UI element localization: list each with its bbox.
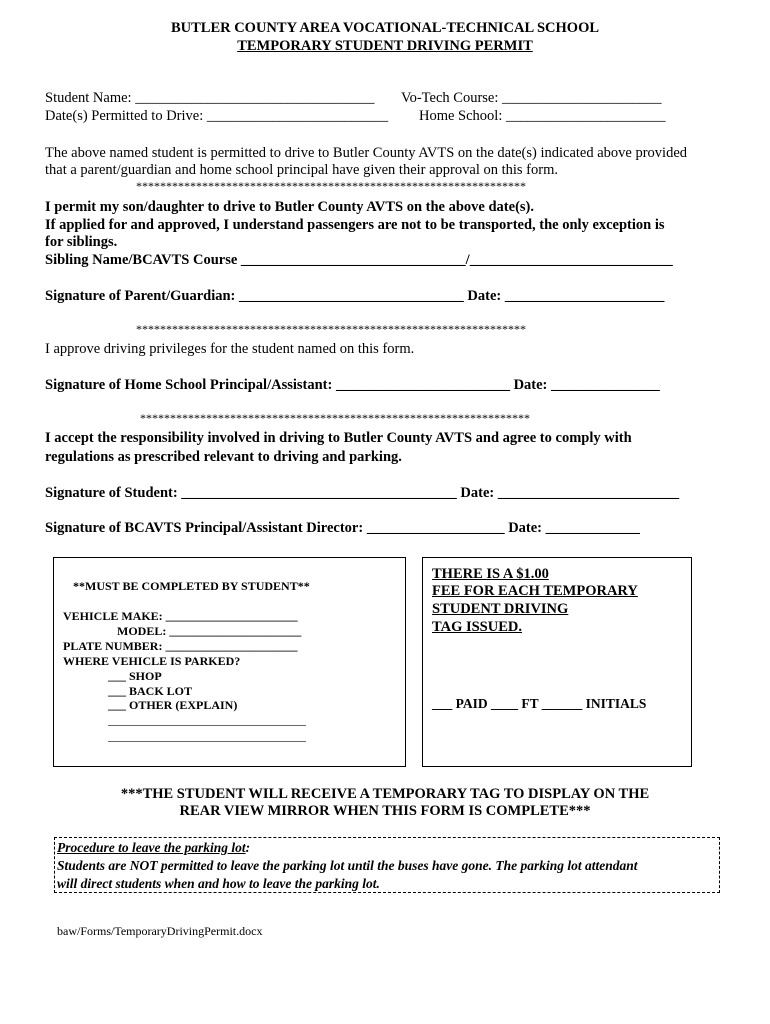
- sibling-course-field[interactable]: Sibling Name/BCAVTS Course _______________________________/____________________________: [45, 252, 673, 268]
- separator-2: *****************************************************************: [136, 322, 526, 336]
- vehicle-model-field[interactable]: MODEL: ______________________: [117, 624, 302, 638]
- separator-1: *****************************************************************: [136, 179, 526, 193]
- student-box-heading: **MUST BE COMPLETED BY STUDENT**: [73, 579, 310, 593]
- form-title: [0, 38, 770, 55]
- passenger-rule-line: If applied for and approved, I understand passengers are not to be transported, the only exception is: [45, 217, 665, 233]
- explain-line-2[interactable]: _________________________________: [108, 729, 306, 743]
- school-name: BUTLER COUNTY AREA VOCATIONAL-TECHNICAL SCHOOL: [170, 20, 600, 36]
- procedure-heading: [57, 840, 250, 856]
- parking-option-back-lot[interactable]: ___ BACK LOT: [108, 684, 193, 698]
- student-name-field[interactable]: Student Name: _________________________________: [45, 90, 375, 106]
- separator-3: *****************************************************************: [140, 411, 530, 425]
- bcavts-signature-field[interactable]: Signature of BCAVTS Principal/Assistant Director: ___________________ Date: _____________: [45, 520, 640, 536]
- vehicle-make-field[interactable]: VEHICLE MAKE: ______________________: [63, 609, 298, 623]
- home-school-field[interactable]: Home School: ______________________: [419, 108, 666, 124]
- fee-line-2: FEE FOR EACH TEMPORARY: [432, 583, 638, 599]
- approval-statement: I approve driving privileges for the student named on this form.: [45, 341, 415, 357]
- student-signature-field[interactable]: Signature of Student: ______________________________________ Date: _________________________: [45, 485, 680, 501]
- parent-permit-line: I permit my son/daughter to drive to Butler County AVTS on the above date(s).: [45, 199, 534, 215]
- temp-tag-notice-2: REAR VIEW MIRROR WHEN THIS FORM IS COMPLETE***: [179, 803, 591, 819]
- parent-signature-field[interactable]: Signature of Parent/Guardian: _______________________________ Date: ______________________: [45, 288, 665, 304]
- form-title-text: TEMPORARY STUDENT DRIVING PERMIT: [237, 38, 533, 54]
- procedure-line-1: Students are NOT permitted to leave the parking lot until the buses have gone. The parking lot attendant: [57, 858, 638, 873]
- dates-permitted-field[interactable]: Date(s) Permitted to Drive: _________________________: [45, 108, 389, 124]
- student-accept-line-1: I accept the responsibility involved in driving to Butler County AVTS and agree to comply with: [45, 430, 632, 446]
- procedure-heading-text: Procedure to leave the parking lot: [57, 840, 246, 855]
- fee-line-4: TAG ISSUED.: [432, 619, 522, 635]
- fee-line-3: STUDENT DRIVING: [432, 601, 569, 617]
- student-accept-line-2: regulations as prescribed relevant to driving and parking.: [45, 449, 402, 465]
- sibling-exception-line: for siblings.: [45, 234, 118, 250]
- plate-number-field[interactable]: PLATE NUMBER: ______________________: [63, 639, 298, 653]
- temp-tag-notice-1: ***THE STUDENT WILL RECEIVE A TEMPORARY TAG TO DISPLAY ON THE: [120, 786, 650, 802]
- intro-line-2: that a parent/guardian and home school principal have given their approval on this form.: [45, 162, 558, 178]
- parking-option-other[interactable]: ___ OTHER (EXPLAIN): [108, 698, 238, 712]
- parking-location-question: WHERE VEHICLE IS PARKED?: [63, 654, 241, 668]
- fee-line-1: THERE IS A $1.00: [432, 566, 549, 582]
- document-path: baw/Forms/TemporaryDrivingPermit.docx: [57, 924, 263, 938]
- procedure-line-2: will direct students when and how to leave the parking lot.: [57, 876, 380, 891]
- vo-tech-course-field[interactable]: Vo-Tech Course: ______________________: [401, 90, 662, 106]
- explain-line-1[interactable]: _________________________________: [108, 713, 306, 727]
- principal-signature-field[interactable]: Signature of Home School Principal/Assistant: ________________________ Date: _______________: [45, 377, 660, 393]
- intro-line-1: The above named student is permitted to drive to Butler County AVTS on the date(s) indicated above provided: [45, 145, 688, 161]
- procedure-heading-colon: :: [245, 840, 251, 855]
- paid-ft-initials-field[interactable]: ___ PAID ____ FT ______ INITIALS: [432, 696, 647, 711]
- parking-option-shop[interactable]: ___ SHOP: [108, 669, 162, 683]
